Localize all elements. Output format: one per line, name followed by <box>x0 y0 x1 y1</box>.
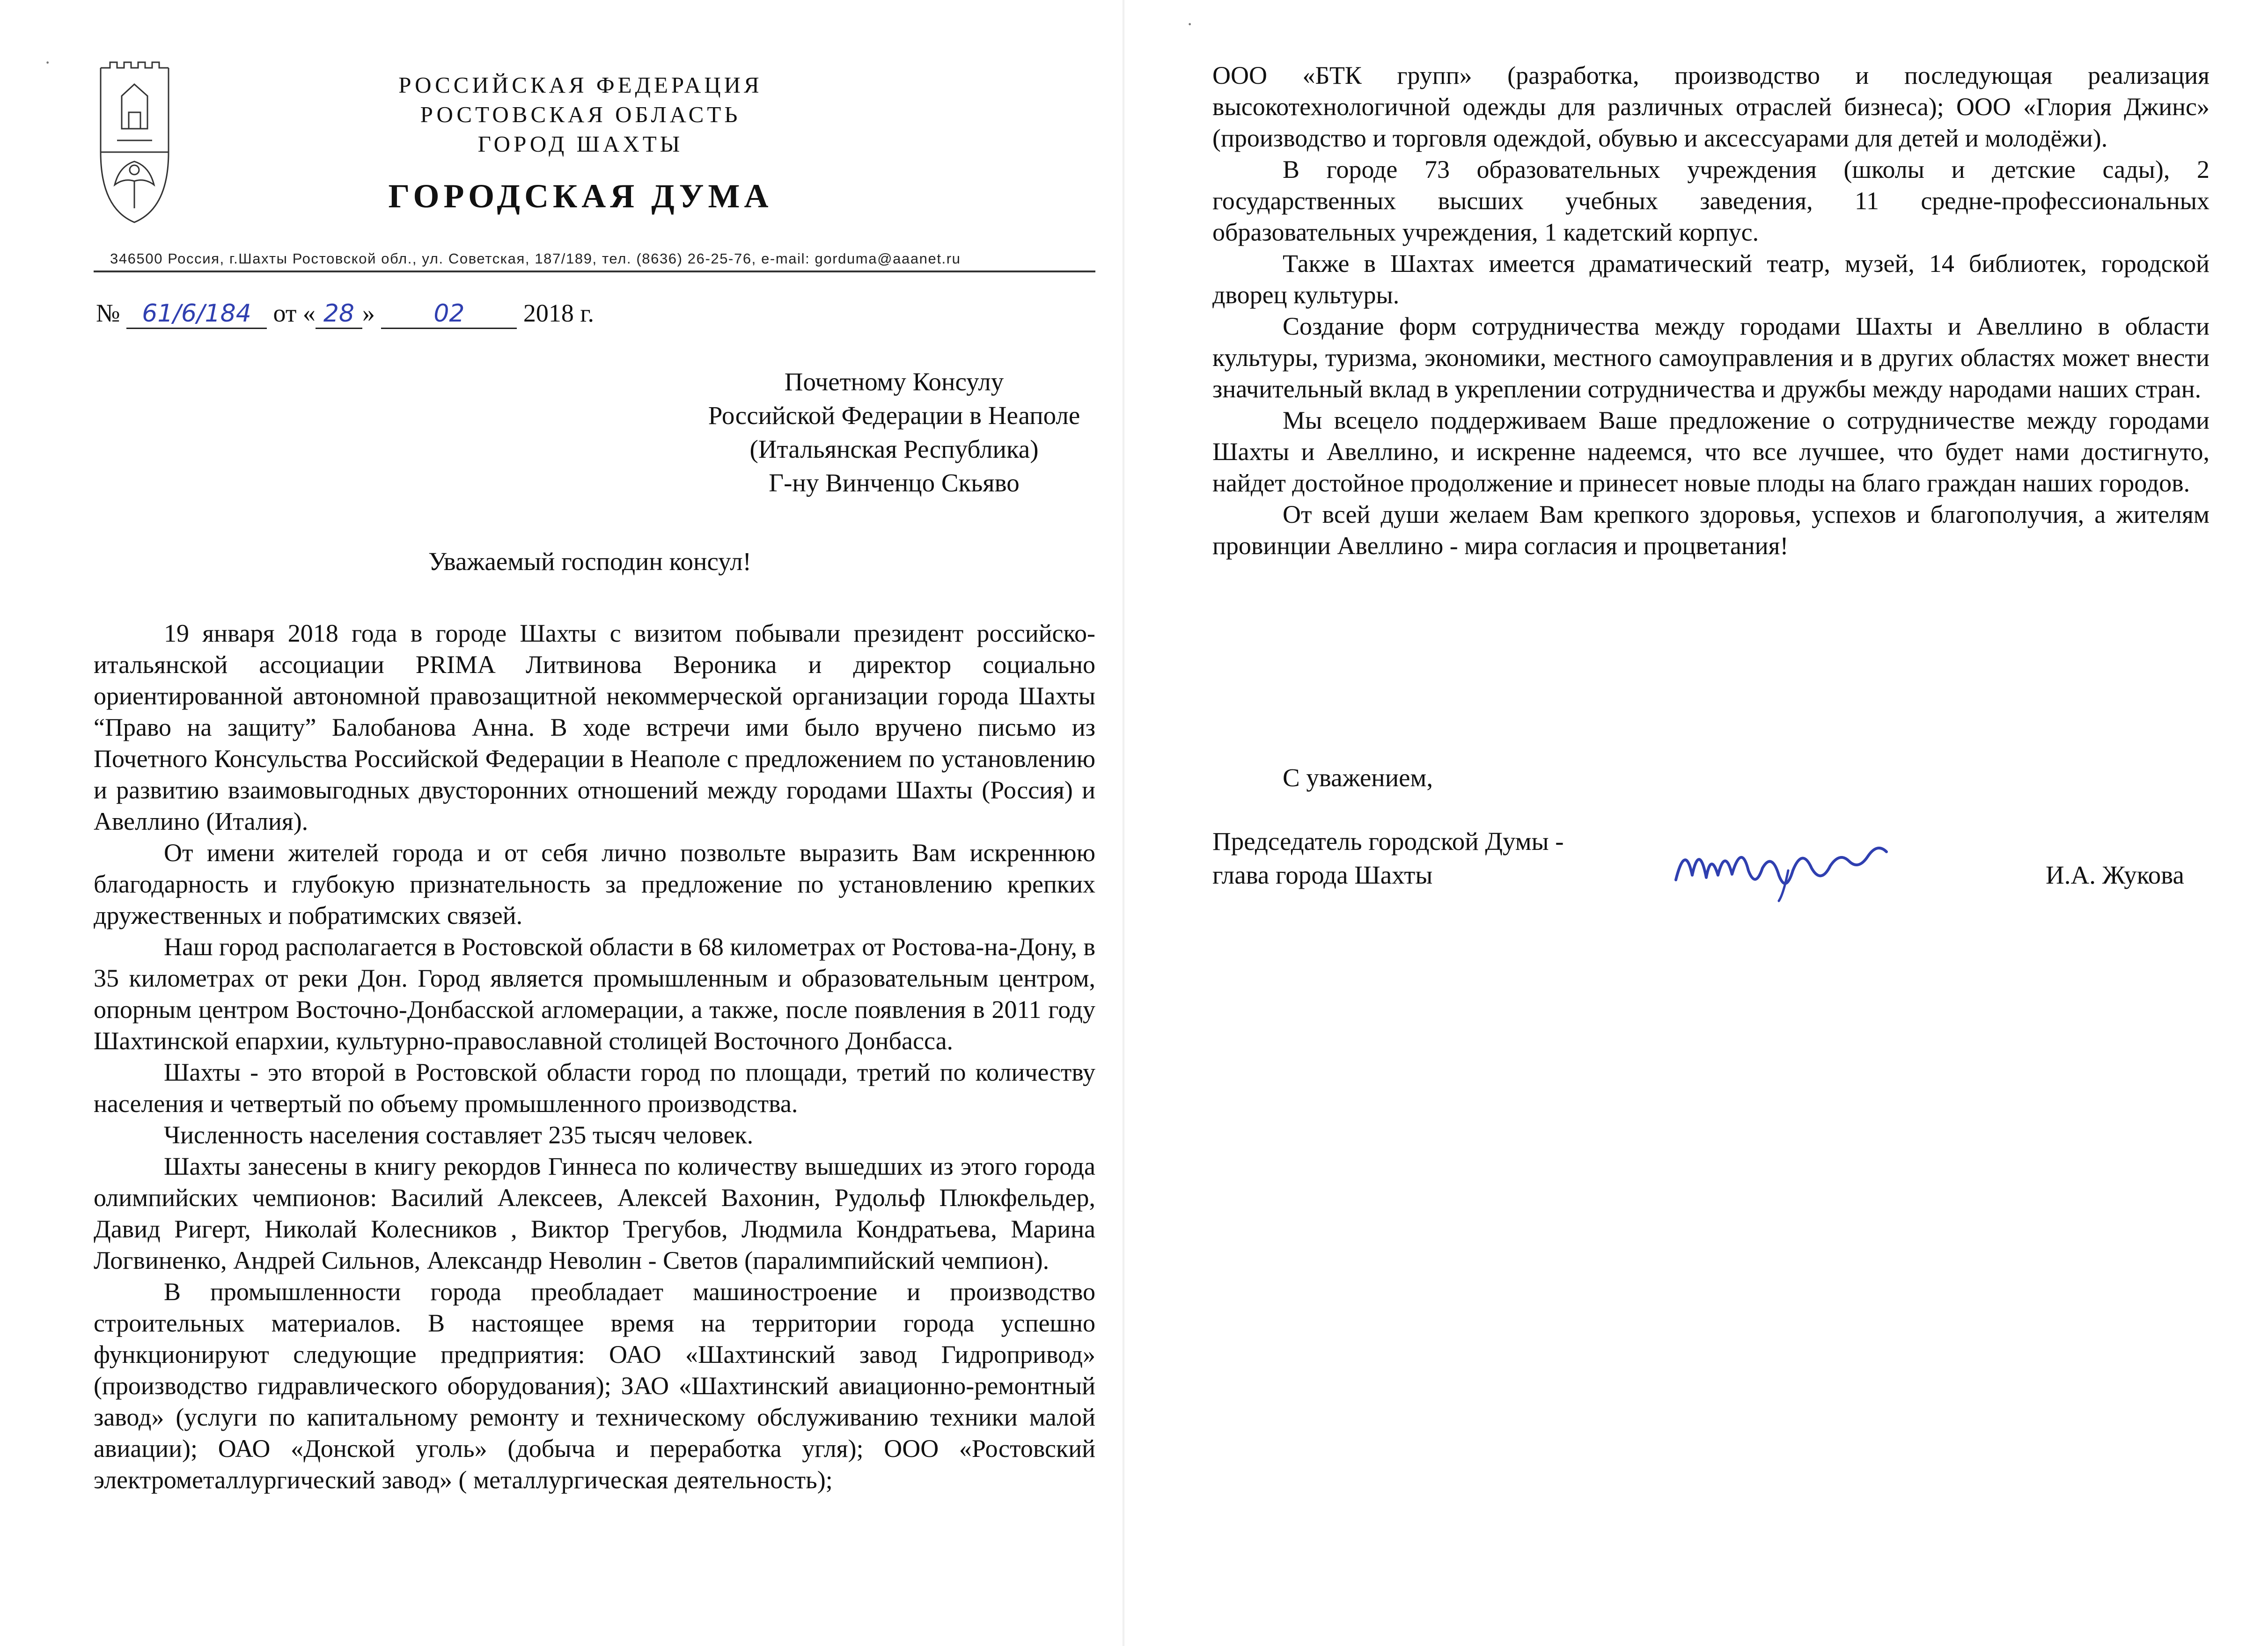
signatory-name: И.А. Жукова <box>2046 861 2184 889</box>
letterhead-city: ГОРОД ШАХТЫ <box>477 131 683 157</box>
recipient-line: Г-ну Винченцо Скьяво <box>769 468 1020 497</box>
document-number: 61/6/184 <box>126 300 267 329</box>
letterhead-header <box>328 70 833 159</box>
paragraph: Создание форм сотрудничества между городами Шахты и Авеллино в области культуры, туризма, экономики, местного самоуправления и в других областях может внести значительный вклад в укреплении сотрудничества и дружбы между народами наших стран. <box>1212 312 2209 403</box>
date-day: 28 <box>316 300 362 329</box>
signature-icon <box>1666 824 1910 903</box>
paragraph: Наш город располагается в Ростовской области в 68 километрах от Ростова-на-Дону, в 35 километрах от реки Дон. Город является промышленным и образовательным центром, опорным центром Восточно-Донбасской агломерации, а также, после появления в 2011 году Шахтинской епархии, культурно-православной столицей Восточного Донбасса. <box>94 933 1095 1055</box>
page-fold <box>1123 0 1124 1646</box>
date-month: 02 <box>381 300 517 329</box>
city-coat-of-arms <box>96 59 173 227</box>
closing-phrase: С уважением, <box>1283 763 1433 792</box>
recipient-line: Российской Федерации в Неаполе <box>708 401 1080 430</box>
date-year: 2018 г. <box>523 299 594 327</box>
signatory-title-line: Председатель городской Думы - <box>1212 827 1564 856</box>
paragraph: В городе 73 образовательных учреждения (школы и детские сады), 2 государственных высших учебных заведения, 11 средне-профессиональных образовательных учреждения, 1 кадетский корпус. <box>1212 155 2209 246</box>
paragraph: 19 января 2018 года в городе Шахты с визитом побывали президент российско-итальянской ассоциации PRIMA Литвинова Вероника и директор социально ориентированной автономной правозащитной некоммерческой организации города Шахты “Право на защиту” Балобанова Анна. В ходе встречи ими было вручено письмо из Почетного Консульства Российской Федерации в Неаполе с предложением по установлению и развитию взаимовыгодных двусторонних отношений между городами Шахты (Россия) и Авеллино (Италия). <box>94 619 1095 835</box>
reference-line <box>96 299 594 329</box>
letterhead-divider <box>94 271 1095 272</box>
date-from-label: от « <box>273 299 316 327</box>
paragraph: В промышленности города преобладает машиностроение и производство строительных материалов. В настоящее время на территории города успешно функционируют следующие предприятия: ОАО «Шахтинский завод Гидропривод» (производство гидравлического оборудования); ЗАО «Шахтинский авиационно-ремонтный завод» (услуги по капитальному ремонту и техническому обслуживанию техники малой авиации); ОАО «Донской уголь» (добыча и переработка угля); ООО «Ростовский электрометаллургический завод» ( металлургическая деятельность); <box>94 1278 1095 1494</box>
date-separator: » <box>362 299 375 327</box>
paragraph-continued: ООО «БТК групп» (разработка, производство и последующая реализация высокотехнологичной одежды для различных отраслей бизнеса); ООО «Глория Джинс» (производство и торговля одеждой, обувью и аксессуарами для детей и молодёжи). <box>1212 61 2209 152</box>
paragraph: Численность населения составляет 235 тысяч человек. <box>164 1121 754 1149</box>
recipient-line: Почетному Консулу <box>784 367 1004 396</box>
recipient-line: (Итальянская Республика) <box>749 435 1039 463</box>
letter-body-right <box>1212 60 2209 562</box>
paragraph: Мы всецело поддерживаем Ваше предложение о сотрудничестве между городами Шахты и Авеллино, и искренне надеемся, что все лучшее, что будет нами достигнуто, найдет достойное продолжение и принесет новые плоды на благо граждан наших городов. <box>1212 406 2209 497</box>
scan-speck: · <box>44 52 51 73</box>
paragraph: От имени жителей города и от себя лично позвольте выразить Вам искреннюю благодарность и глубокую признательность за предложение по установлению крепких дружественных и побратимских связей. <box>94 839 1095 929</box>
salutation: Уважаемый господин консул! <box>428 547 751 576</box>
letterhead-region: РОСТОВСКАЯ ОБЛАСТЬ <box>420 102 741 127</box>
letter-body-left <box>94 618 1095 1496</box>
coat-of-arms-icon <box>96 59 173 227</box>
paragraph: От всей души желаем Вам крепкого здоровья, успехов и благополучия, а жителям провинции Авеллино - мира согласия и процветания! <box>1212 500 2209 560</box>
handwritten-signature <box>1666 824 1910 903</box>
signatory-title-line: глава города Шахты <box>1212 861 1433 889</box>
scan-speck: · <box>1187 14 1193 35</box>
paragraph: Шахты занесены в книгу рекордов Гиннеса по количеству вышедших из этого города олимпийских чемпионов: Василий Алексеев, Алексей Вахонин, Рудольф Плюкфельдер, Давид Ригерт, Николай Колесников , Виктор Трегубов, Людмила Кондратьева, Марина Логвиненко, Андрей Сильнов, Александр Неволин - Светов (паралимпийский чемпион). <box>94 1152 1095 1274</box>
number-label: № <box>96 299 120 327</box>
paragraph: Шахты - это второй в Ростовской области город по площади, третий по количеству населения и четвертый по объему промышленного производства. <box>94 1058 1095 1118</box>
letterhead-country: РОССИЙСКАЯ ФЕДЕРАЦИЯ <box>398 72 763 98</box>
letterhead-address: 346500 Россия, г.Шахты Ростовской обл., ул. Советская, 187/189, тел. (8636) 26-25-76, e-mail: gorduma@aaanet.ru <box>110 250 961 267</box>
letterhead-title: ГОРОДСКАЯ ДУМА <box>388 177 773 215</box>
recipient-block <box>641 365 1147 500</box>
paragraph: Также в Шахтах имеется драматический театр, музей, 14 библиотек, городской дворец культуры. <box>1212 249 2209 309</box>
signatory-title <box>1212 825 1587 892</box>
